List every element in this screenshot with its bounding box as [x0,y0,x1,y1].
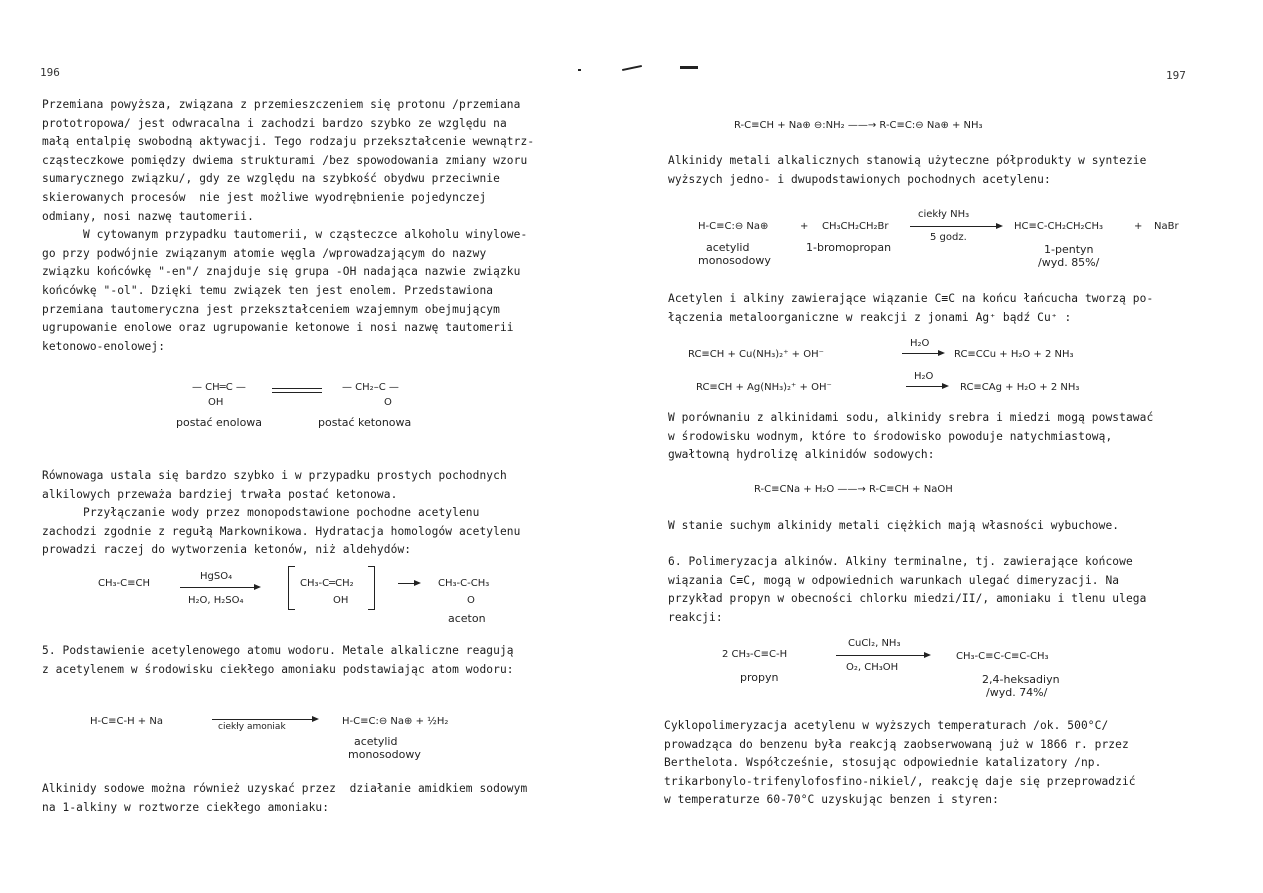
alkylation-reactant2: CH₃CH₂CH₂Br [822,221,889,232]
label-enol-form: postać enolowa [176,416,263,429]
sodium-products: H-C≡C:⊖ Na⊕ + ½H₂ [342,716,449,727]
alkylation-name-bromopropane: 1-bromopropan [806,241,892,254]
copper-arrow [902,353,938,354]
alkylation-reactant1: H-C≡C:⊖ Na⊕ [698,221,769,232]
dimer-product: CH₃-C≡C-C≡C-CH₃ [956,651,1049,662]
hydration-product: CH₃-C-CH₃ [438,578,490,589]
tautomer-arrow [398,583,414,584]
silver-arrow [906,386,942,387]
dimer-product-name: 2,4-heksadiyn [982,673,1060,686]
hydration-arrow-head [254,584,261,590]
right-paragraph-polymerization: 6. Polimeryzacja alkinów. Alkiny terminalne, tj. zawierające końcowe wiązania C≡C, mogą w odpowiednich warunkach ulegać dimeryzacji. Na przykład propyn w obecności chlorku miedzi/II/, amoniaku i tlenu ulega reakcji: [668,555,1147,624]
sodium-condition: ciekły amoniak [218,722,286,732]
gutter-mark [680,66,698,69]
hydration-catalyst-top: HgSO₄ [200,571,233,582]
copper-arrow-head [938,350,945,356]
alkylation-arrow-head [996,223,1003,229]
alkylation-byproduct: NaBr [1154,221,1179,232]
alkylation-condition-top: ciekły NH₃ [918,209,970,220]
alkylation-condition-bottom: 5 godz. [930,232,967,243]
left-paragraph-tautomerism: Przemiana powyższa, związana z przemieszczeniem się protonu /przemiana prototropowa/ jest odwracalna i zachodzi bardzo szybko ze względu na małą entalpię swobodną aktywacji. Tego rodzaju przekształcenie wewnątrz- cząsteczkowe pomiędzy dwiema strukturami /bez spowodowania zmiany wzoru sumarycznego związku/, gdy ze względu na szybkość obydwu przeciwnie skierowanych procesów nie jest możliwe wyodrębnienie pojedynczej odmiany, nosi nazwę tautomerii. W cytowanym przypadku tautomerii, w cząsteczce alkoholu winylowe- go przy podwójnie związanym atomie węgla /wprowadzającym do nazwy związku końcówkę "-en"/ znajduje się grupa -OH nadająca nazwie związku końcówkę "-ol". Dzięki temu związek ten jest enolem. Przedstawiona przemiana tautomeryczna jest przekształceniem wzajemnym obejmującym ugrupowanie enolowe oraz ugrupowanie ketonowe i nosi nazwę tautomerii ketonowo-enolowej: [42,98,535,353]
alkylation-name-yield: /wyd. 85%/ [1038,256,1100,269]
dimer-product-yield: /wyd. 74%/ [986,686,1048,699]
alkylation-product: HC≡C-CH₂CH₂CH₃ [1014,221,1104,232]
alkylation-plus2: + [1134,221,1143,232]
gutter-mark [622,65,642,71]
dimer-condition-bottom: O₂, CH₃OH [846,662,899,673]
hydrolysis-equation: R-C≡CNa + H₂O ——→ R-C≡CH + NaOH [754,484,953,495]
tautomer-arrow-head [414,580,421,586]
enol-oh: OH [208,397,224,408]
silver-arrow-head [942,383,949,389]
page-number-right: 197 [1166,69,1186,82]
hydration-product-name: aceton [448,612,486,625]
silver-condition: H₂O [914,371,934,382]
keto-oxygen: O [384,397,392,408]
dimer-reactant: 2 CH₃-C≡C-H [722,649,788,660]
hydration-intermediate: CH₃-C═CH₂ [300,578,354,589]
silver-products: RC≡CAg + H₂O + 2 NH₃ [960,382,1080,393]
dimer-reactant-name: propyn [740,671,779,684]
hydration-intermediate-oh: OH [333,595,349,606]
sodium-reactants: H-C≡C-H + Na [90,716,163,727]
keto-formula: — CH₂–C — [342,382,399,393]
alkylation-arrow [910,226,996,227]
left-paragraph-substitution: 5. Podstawienie acetylenowego atomu wodoru. Metale alkaliczne reagują z acetylenem w środowisku ciekłego amoniaku podstawiając atom wodoru: [42,644,514,676]
page-number-left: 196 [40,66,60,79]
dimer-arrow [836,655,924,656]
right-paragraph-hydrolysis: W porównaniu z alkinidami sodu, alkinidy srebra i miedzi mogą powstawać w środowisku wodnym, które to środowisko powoduje natychmiastową, gwałtowną hydrolizę alkinidów sodowych: [668,411,1154,462]
equilibrium-arrow-top [272,388,322,389]
hydration-product-oxygen: O [467,595,475,606]
enol-formula: — CH═C — [192,382,246,393]
copper-products: RC≡CCu + H₂O + 2 NH₃ [954,349,1074,360]
hydration-reactant: CH₃-C≡CH [98,578,150,589]
bracket-left [288,566,295,610]
copper-reactants: RC≡CH + Cu(NH₃)₂⁺ + OH⁻ [688,349,824,360]
right-paragraph-metalorganic: Acetylen i alkiny zawierające wiązanie C≡C na końcu łańcucha tworzą po- łączenia metaloorganiczne w reakcji z jonami Ag⁺ bądź Cu⁺ : [668,292,1154,324]
alkylation-name-acetylide: acetylid [706,241,750,254]
alkylation-plus1: + [800,221,809,232]
hydration-catalyst-bottom: H₂O, H₂SO₄ [188,595,244,606]
acetylide-name-2: monosodowy [348,748,421,761]
left-paragraph-equilibrium: Równowaga ustala się bardzo szybko i w przypadku prostych pochodnych alkilowych przeważa bardziej trwała postać ketonowa. Przyłączanie wody przez monopodstawione pochodne acetylenu zachodzi zgodnie z regułą Markownikowa. Hydratacja homologów acetylenu prowadzi raczej do wytworzenia ketonów, niż aldehydów: [42,469,521,557]
acetylide-name-1: acetylid [354,735,398,748]
amide-equation: R-C≡CH + Na⊕ ⊖:NH₂ ——→ R-C≡C:⊖ Na⊕ + NH₃ [734,120,983,131]
silver-reactants: RC≡CH + Ag(NH₃)₂⁺ + OH⁻ [696,382,832,393]
alkylation-name-monosodium: monosodowy [698,254,771,267]
label-keto-form: postać ketonowa [318,416,412,429]
copper-condition: H₂O [910,338,930,349]
right-paragraph-cyclopolymerization: Cyklopolimeryzacja acetylenu w wyższych temperaturach /ok. 500°C/ prowadząca do benzenu była reakcją zaobserwowaną już w 1866 r. przez Berthelota. Współcześnie, stosując odpowiednie katalizatory /np. trikarbonylo-trifenylofosfino-nikiel/, reakcję daje się przeprowadzić w temperaturze 60-70°C uzyskując benzen i styren: [664,719,1136,807]
equilibrium-arrow-bottom [272,392,322,393]
sodium-arrow-head [312,716,319,722]
dimer-condition-top: CuCl₂, NH₃ [848,638,901,649]
alkylation-name-pentyne: 1-pentyn [1044,243,1094,256]
left-paragraph-amide: Alkinidy sodowe można również uzyskać przez działanie amidkiem sodowym na 1-alkiny w roztworze ciekłego amoniaku: [42,782,528,814]
gutter-mark [578,69,581,71]
right-paragraph-explosive: W stanie suchym alkinidy metali ciężkich mają własności wybuchowe. [668,519,1120,532]
bracket-right [368,566,375,610]
hydration-arrow [180,587,254,588]
dimer-arrow-head [924,652,931,658]
right-paragraph-alkinides: Alkinidy metali alkalicznych stanowią użyteczne półprodukty w syntezie wyższych jedno- i dwupodstawionych pochodnych acetylenu: [668,154,1147,186]
sodium-arrow [212,719,312,720]
